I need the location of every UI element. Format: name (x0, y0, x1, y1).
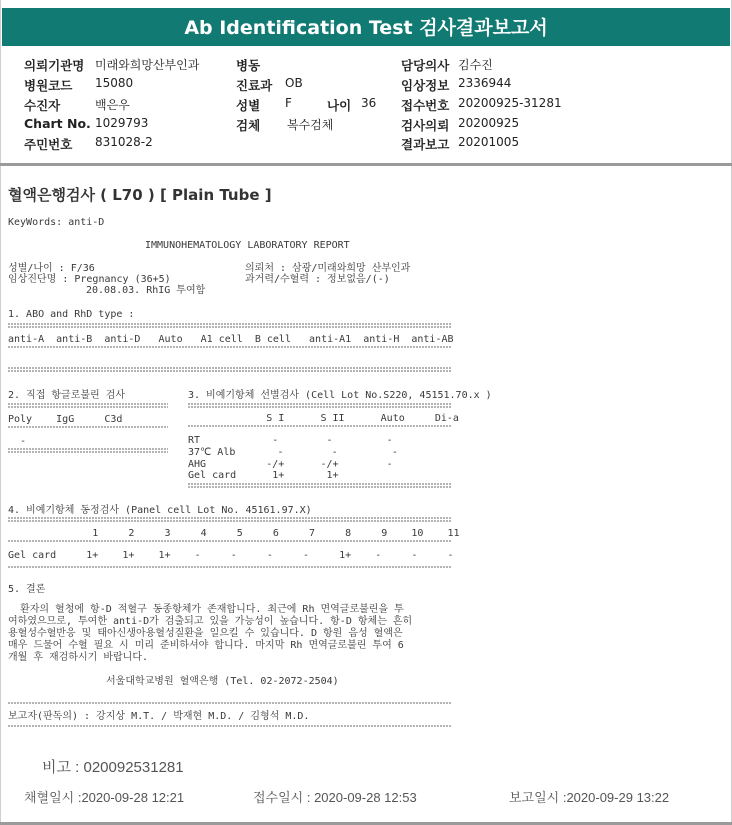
section-2-value: - (8, 436, 27, 447)
section-3-title: 3. 비예기항체 선별검사 (Cell Lot No.S220, 45151.70.x ) (188, 390, 492, 401)
conclusion-line: 개월 후 재검하시기 바랍니다. (8, 652, 149, 663)
report-title: 혈액은행검사 ( L70 ) [ Plain Tube ] (8, 186, 272, 204)
report-date-label: 결과보고 (401, 137, 450, 152)
hospital-code-label: 병원코드 (24, 78, 73, 93)
specimen-label: 검체 (236, 118, 261, 133)
section-5-title: 5. 결론 (8, 584, 46, 595)
section-4-row: Gel card 1+ 1+ 1+ - - - - 1+ - - - (8, 550, 454, 561)
specimen-value: 복수검체 (287, 118, 334, 132)
reported-time: 보고일시 :2020-09-29 13:22 (509, 790, 670, 805)
doctor-value: 김수진 (458, 58, 493, 72)
section-4-title: 4. 비예기항체 동정검사 (Panel cell Lot No. 45161.97.X) (8, 505, 312, 516)
chart-label: Chart No. (24, 116, 91, 131)
conclusion-line: 매우 드물어 수혈 필요 시 미리 준비하셔야 합니다. 마지막 Rh 면역글로불린 투여 6 (8, 640, 404, 651)
recipient-value: 백은우 (95, 98, 130, 112)
note: 비고 : 020092531281 (42, 759, 184, 776)
ward-label: 병동 (236, 58, 261, 73)
lab-report-title: IMMUNOHEMATOLOGY LABORATORY REPORT (145, 240, 350, 251)
reporter: 보고자(판독의) : 강지상 M.T. / 박재현 M.D. / 김형석 M.D. (8, 711, 310, 722)
report-date-value: 20201005 (458, 135, 520, 149)
request-value: 20200925 (458, 116, 520, 130)
section-3-columns: S I S II Auto Di-a (188, 413, 459, 424)
section-1-title: 1. ABO and RhD type : (8, 309, 135, 320)
keywords: KeyWords: anti-D (8, 217, 105, 228)
conclusion-line: 용혈성수혈반응 및 태아신생아용혈성질환을 일으킬 수 있습니다. D 항원 음성 혈액은 (8, 628, 403, 639)
section-4-columns: 1 2 3 4 5 6 7 8 9 10 11 (8, 528, 460, 539)
age-label: 나이 (327, 98, 352, 113)
sex-label: 성별 (236, 98, 261, 113)
dept-value: OB (285, 76, 303, 90)
section-2-title: 2. 직접 항글로불린 검사 (8, 390, 126, 401)
page-title: Ab Identification Test 검사결과보고서 (2, 8, 730, 46)
section-3-row: Gel card 1+ 1+ (188, 470, 339, 481)
request-label: 검사의뢰 (401, 118, 450, 133)
section-1-columns: anti-A anti-B anti-D Auto A1 cell B cell anti-A1 anti-H anti-AB (8, 334, 454, 345)
age-value: 36 (361, 96, 377, 110)
collected-time: 채혈일시 :2020-09-28 12:21 (24, 790, 185, 805)
conclusion-line: 여하였으므로, 투여한 anti-D가 검출되고 있을 가능성이 높습니다. 항-D 항체는 흔히 (8, 616, 413, 627)
resident-value: 831028-2 (95, 135, 153, 149)
clinical-value: 2336944 (458, 76, 512, 90)
section-3-row: RT - - - (188, 435, 393, 446)
section-divider (0, 163, 732, 166)
clinical-label: 임상정보 (401, 78, 450, 93)
received-time: 접수일시 : 2020-09-28 12:53 (253, 790, 417, 805)
referrer: 의뢰처 : 삼광/미래와희망 산부인과 (245, 263, 411, 274)
section-3-row: 37℃ Alb - - - (188, 447, 398, 458)
conclusion-line: 환자의 혈청에 항-D 적혈구 동종항체가 존재합니다. 최근에 Rh 면역글로불린을 투 (8, 604, 404, 615)
resident-label: 주민번호 (24, 137, 73, 152)
diagnosis: 임상진단명 : Pregnancy (36+5) (8, 274, 171, 285)
recipient-label: 수진자 (24, 98, 61, 113)
diagnosis-note: 20.08.03. RhIG 투여함 (86, 285, 206, 296)
hospital-value: 미래와희망산부인과 (95, 58, 200, 72)
hospital-code-value: 15080 (95, 76, 134, 90)
receipt-no-label: 접수번호 (401, 98, 450, 113)
blood-bank: 서울대학교병원 혈액은행 (Tel. 02-2072-2504) (106, 676, 339, 687)
chart-value: 1029793 (95, 116, 149, 130)
doctor-label: 담당의사 (401, 58, 450, 73)
receipt-no-value: 20200925-31281 (458, 96, 562, 110)
sex-age: 성별/나이 : F/36 (8, 263, 95, 274)
section-3-row: AHG -/+ -/+ - (188, 459, 393, 470)
dept-label: 진료과 (236, 78, 273, 93)
history: 과거력/수혈력 : 정보없음/(-) (245, 274, 390, 285)
sex-value: F (285, 96, 292, 110)
patient-info (0, 46, 732, 164)
section-2-columns: Poly IgG C3d (8, 414, 123, 425)
hospital-label: 의뢰기관명 (24, 58, 85, 73)
